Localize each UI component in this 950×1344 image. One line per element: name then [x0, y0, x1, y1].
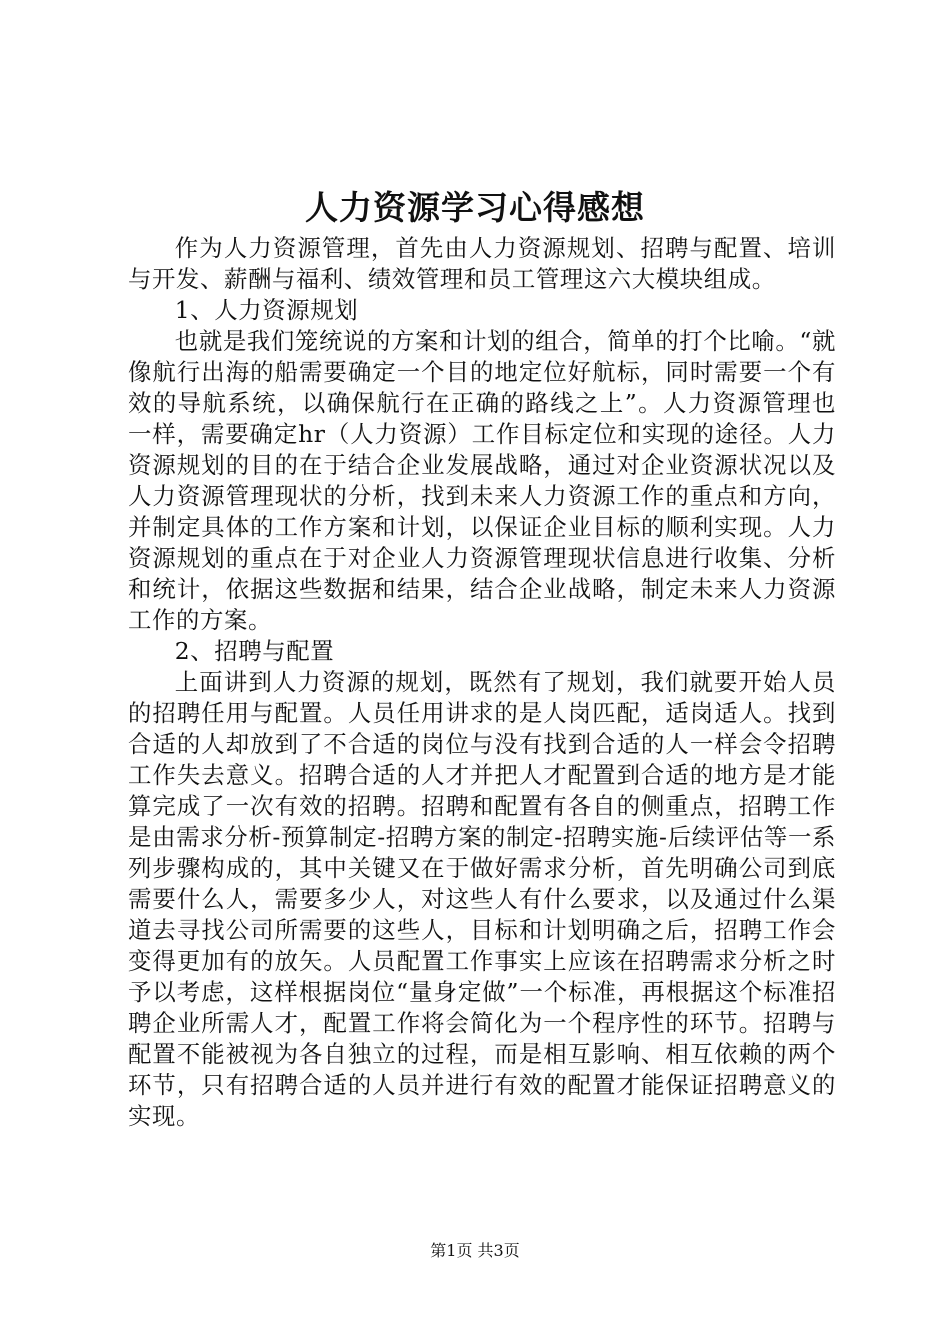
page-title: 人力资源学习心得感想: [305, 188, 645, 227]
paragraph-intro: 作为人力资源管理，首先由人力资源规划、招聘与配置、培训与开发、薪酬与福利、绩效管理和员工管理这六大模块组成。: [128, 234, 836, 293]
section-heading-hr-planning: 1、人力资源规划: [174, 296, 359, 324]
page-footer: 第1页 共3页: [430, 1241, 520, 1260]
document-body: [128, 233, 836, 1132]
paragraph-recruitment: 上面讲到人力资源的规划，既然有了规划，我们就要开始人员的招聘任用与配置。人员任用讲求的是人岗匹配，适岗适人。找到合适的人却放到了不合适的岗位与没有找到合适的人一样会令招聘工作失去意义。招聘合适的人才并把人才配置到合适的地方是才能算完成了一次有效的招聘。招聘和配置有各自的侧重点，招聘工作是由需求分析-预算制定-招聘方案的制定-招聘实施-后续评估等一系列步骤构成的，其中关键又在于做好需求分析，首先明确公司到底需要什么人，需要多少人，对这些人有什么要求，以及通过什么渠道去寻找公司所需要的这些人，目标和计划明确之后，招聘工作会变得更加有的放矢。人员配置工作事实上应该在招聘需求分析之时予以考虑，这样根据岗位“量身定做”一个标准，再根据这个标准招聘企业所需人才，配置工作将会简化为一个程序性的环节。招聘与配置不能被视为各自独立的过程，而是相互影响、相互依赖的两个环节，只有招聘合适的人员并进行有效的配置才能保证招聘意义的实现。: [128, 668, 836, 1130]
paragraph-hr-planning: 也就是我们笼统说的方案和计划的组合，简单的打个比喻。“就像航行出海的船需要确定一个目的地定位好航标，同时需要一个有效的导航系统，以确保航行在正确的路线之上”。人力资源管理也一样，需要确定hr（人力资源）工作目标定位和实现的途径。人力资源规划的目的在于结合企业发展战略，通过对企业资源状况以及人力资源管理现状的分析，找到未来人力资源工作的重点和方向，并制定具体的工作方案和计划，以保证企业目标的顺利实现。人力资源规划的重点在于对企业人力资源管理现状信息进行收集、分析和统计，依据这些数据和结果，结合企业战略，制定未来人力资源工作的方案。: [128, 327, 836, 634]
section-heading-recruitment: 2、招聘与配置: [174, 637, 335, 665]
